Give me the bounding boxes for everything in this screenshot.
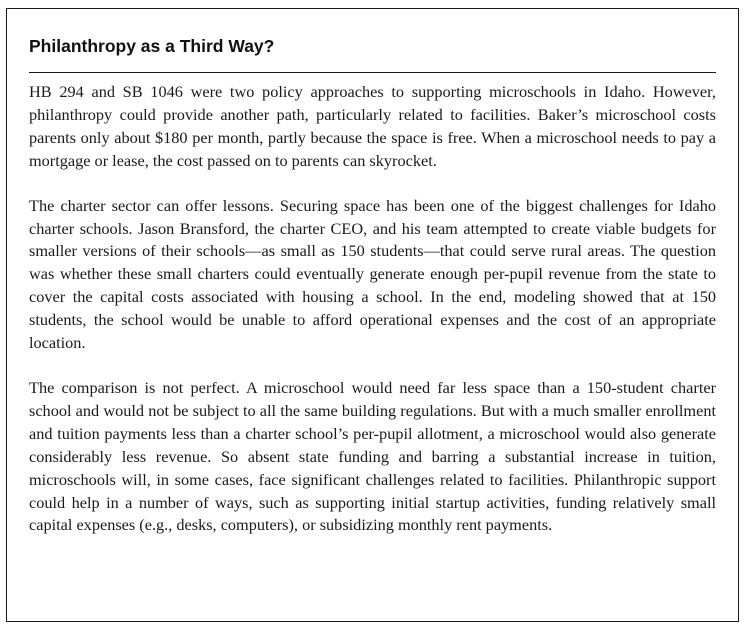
sidebar-title: Philanthropy as a Third Way? <box>29 36 275 56</box>
title-divider <box>29 72 716 73</box>
sidebar-box <box>6 8 739 622</box>
paragraph-1: HB 294 and SB 1046 were two policy approaches to supporting microschools in Idaho. However, philanthropy could provide another path, particularly related to facilities. Baker’s microschool costs parents only about $180 per month, partly because the space is free. When a microschool needs to pay a mortgage or lease, the cost passed on to parents can skyrocket. <box>29 82 716 170</box>
paragraph-3: The comparison is not perfect. A microschool would need far less space than a 150-student charter school and would not be subject to all the same building regulations. But with a much smaller enrollment and tuition payments less than a charter school’s per-pupil allotment, a microschool would also generate considerably less revenue. So absent state funding and barring a substantial increase in tuition, microschools will, in some cases, face significant challenges related to facilities. Philanthropic support could help in a number of ways, such as supporting initial startup activities, funding relatively small capital expenses (e.g., desks, computers), or subsidizing monthly rent payments. <box>29 377 716 535</box>
paragraph-2: The charter sector can offer lessons. Securing space has been one of the biggest challenges for Idaho charter schools. Jason Bransford, the charter CEO, and his team attempted to create viable budgets for smaller versions of their schools—as small as 150 students—that could serve rural areas. The question was whether these small charters could eventually generate enough per-pupil revenue from the state to cover the capital costs associated with housing a school. In the end, modeling showed that at 150 students, the school would be unable to afford operational expenses and the cost of an appropriate location. <box>29 195 716 353</box>
